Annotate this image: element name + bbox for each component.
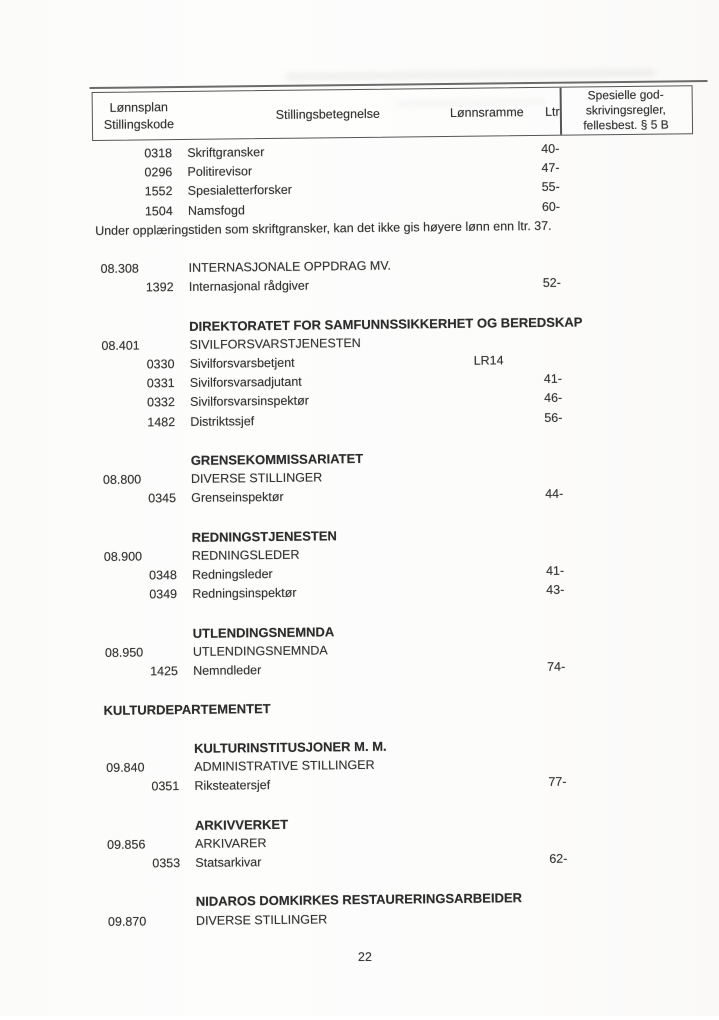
stillingsbetegnelse-cell: Distriktssjef: [190, 413, 255, 429]
stillingskode-cell: 1425: [150, 664, 179, 679]
column-header-spesielle-line3: fellesbest. § 5 B: [583, 117, 669, 133]
ltr-cell: 46-: [544, 391, 563, 406]
department-heading: KULTURDEPARTEMENTET: [103, 701, 271, 719]
stillingskode-cell: 0318: [144, 146, 173, 161]
ltr-cell: 43-: [546, 583, 565, 598]
ltr-cell: 60-: [541, 199, 561, 214]
stillingsbetegnelse-cell: Riksteatersjef: [194, 778, 271, 794]
lonnsplan-code-cell: 08.950: [104, 645, 144, 660]
stillingsbetegnelse-cell: Sivilforsvarsbetjent: [189, 355, 295, 371]
stillingsbetegnelse-cell: Grenseinspektør: [191, 490, 284, 506]
department-heading-row: [3, 694, 719, 721]
table-body: [0, 138, 719, 933]
stillingskode-cell: 0345: [148, 491, 177, 506]
stillingsbetegnelse-cell: Redningsleder: [191, 567, 273, 583]
column-header-ltr-label: Ltr: [544, 104, 560, 119]
ltr-cell: 77-: [548, 774, 567, 790]
lonnsplan-code-cell: 09.856: [107, 837, 146, 852]
lonnsplan-code-cell: 08.401: [101, 338, 140, 353]
section-name-cell: DIVERSE STILLINGER: [195, 911, 328, 928]
section-heading: GRENSEKOMMISSARIATET: [190, 450, 364, 468]
section-name-cell: SIVILFORSVARSTJENESTEN: [189, 335, 361, 352]
stillingskode-cell: 0348: [148, 568, 177, 583]
stillingskode-cell: 1552: [144, 184, 173, 199]
ltr-cell: 44-: [545, 487, 564, 502]
stillingsbetegnelse-cell: Sivilforsvarsadjutant: [189, 374, 302, 391]
ltr-cell: 55-: [541, 180, 560, 195]
stillingskode-cell: 0331: [146, 376, 175, 391]
stillingsbetegnelse-cell: Internasjonal rådgiver: [188, 278, 310, 295]
column-header-spesielle: [561, 86, 692, 134]
note-text: Under opplæringstiden som skriftgransker, kan det ikke gis høyere lønn enn ltr. 37.: [95, 218, 552, 238]
page-number: 22: [357, 949, 372, 965]
stillingskode-cell: 1482: [147, 414, 176, 430]
stillingskode-cell: 1504: [144, 203, 173, 218]
stillingskode-cell: 0351: [151, 779, 180, 794]
lonnsplan-code-cell: 08.308: [100, 261, 139, 277]
stillingsbetegnelse-cell: Statsarkivar: [195, 855, 262, 870]
section-heading: KULTURINSTITUSJONER M. M.: [193, 738, 387, 756]
column-header-stillingsbetegnelse-label: Stillingsbetegnelse: [275, 106, 381, 122]
scan-artifact: [285, 69, 655, 81]
lonnsplan-code-cell: 09.870: [107, 913, 147, 929]
stillingsbetegnelse-cell: Spesialetterforsker: [187, 183, 293, 199]
ltr-cell: 41-: [543, 371, 563, 387]
ltr-cell: 52-: [542, 276, 561, 291]
section-name-cell: INTERNASJONALE OPPDRAG MV.: [188, 258, 392, 276]
section-heading: ARKIVVERKET: [194, 816, 289, 833]
stillingskode-cell: 0296: [144, 165, 173, 180]
column-header-lonnsplan-line2: Stillingskode: [103, 116, 175, 132]
column-header-stillingsbetegnelse: [228, 89, 429, 138]
section-heading: REDNINGSTJENESTEN: [191, 528, 337, 545]
stillingsbetegnelse-cell: Redningsinspektør: [192, 586, 297, 602]
ltr-cell: 74-: [547, 659, 566, 674]
section-heading: NIDAROS DOMKIRKES RESTAURERINGSARBEIDER: [195, 890, 523, 910]
section-name-cell: ARKIVARER: [195, 835, 267, 851]
lonnsplan-code-cell: 08.900: [103, 549, 143, 564]
ltr-cell: 40-: [541, 141, 560, 156]
stillingskode-cell: 0353: [152, 856, 181, 871]
column-header-lonnsramme: [437, 88, 538, 136]
ltr-cell: 56-: [544, 410, 563, 425]
lonnsplan-code-cell: 09.840: [106, 760, 145, 775]
column-header-lonnsramme-label: Lønnsramme: [449, 104, 524, 120]
lonnsramme-cell: LR14: [473, 353, 504, 368]
ltr-cell: 47-: [541, 160, 560, 176]
column-header-spesielle-line2: skrivingsregler,: [585, 102, 666, 118]
stillingsbetegnelse-cell: Sivilforsvarsinspektør: [190, 394, 309, 410]
stillingskode-cell: 0332: [147, 395, 176, 410]
stillingskode-cell: 0349: [149, 587, 178, 602]
column-header-lonnsplan: [93, 92, 186, 140]
section-name-cell: ADMINISTRATIVE STILLINGER: [194, 757, 375, 774]
table-header: [92, 85, 694, 141]
lonnsplan-code-cell: 08.800: [102, 472, 142, 488]
section-name-cell: DIVERSE STILLINGER: [190, 470, 323, 487]
section-name-cell: REDNINGSLEDER: [191, 547, 300, 563]
stillingskode-cell: 1392: [145, 280, 174, 295]
ltr-cell: 41-: [545, 563, 565, 579]
column-header-spesielle-line1: Spesielle god-: [587, 87, 664, 103]
stillingskode-cell: 0330: [146, 357, 175, 372]
section-heading: DIREKTORATET FOR SAMFUNNSSIKKERHET OG BEREDSKAP: [189, 314, 583, 334]
stillingsbetegnelse-cell: Skriftgransker: [187, 145, 265, 160]
stillingsbetegnelse-cell: Politirevisor: [187, 164, 253, 180]
section-name-cell: UTLENDINGSNEMNDA: [192, 643, 328, 659]
stillingsbetegnelse-cell: Namsfogd: [187, 202, 245, 218]
section-heading: UTLENDINGSNEMNDA: [192, 623, 335, 641]
stillingsbetegnelse-cell: Nemndleder: [193, 663, 262, 678]
page-footer: [5, 944, 719, 971]
column-header-lonnsplan-line1: Lønnsplan: [109, 100, 169, 115]
ltr-cell: 62-: [549, 851, 568, 866]
